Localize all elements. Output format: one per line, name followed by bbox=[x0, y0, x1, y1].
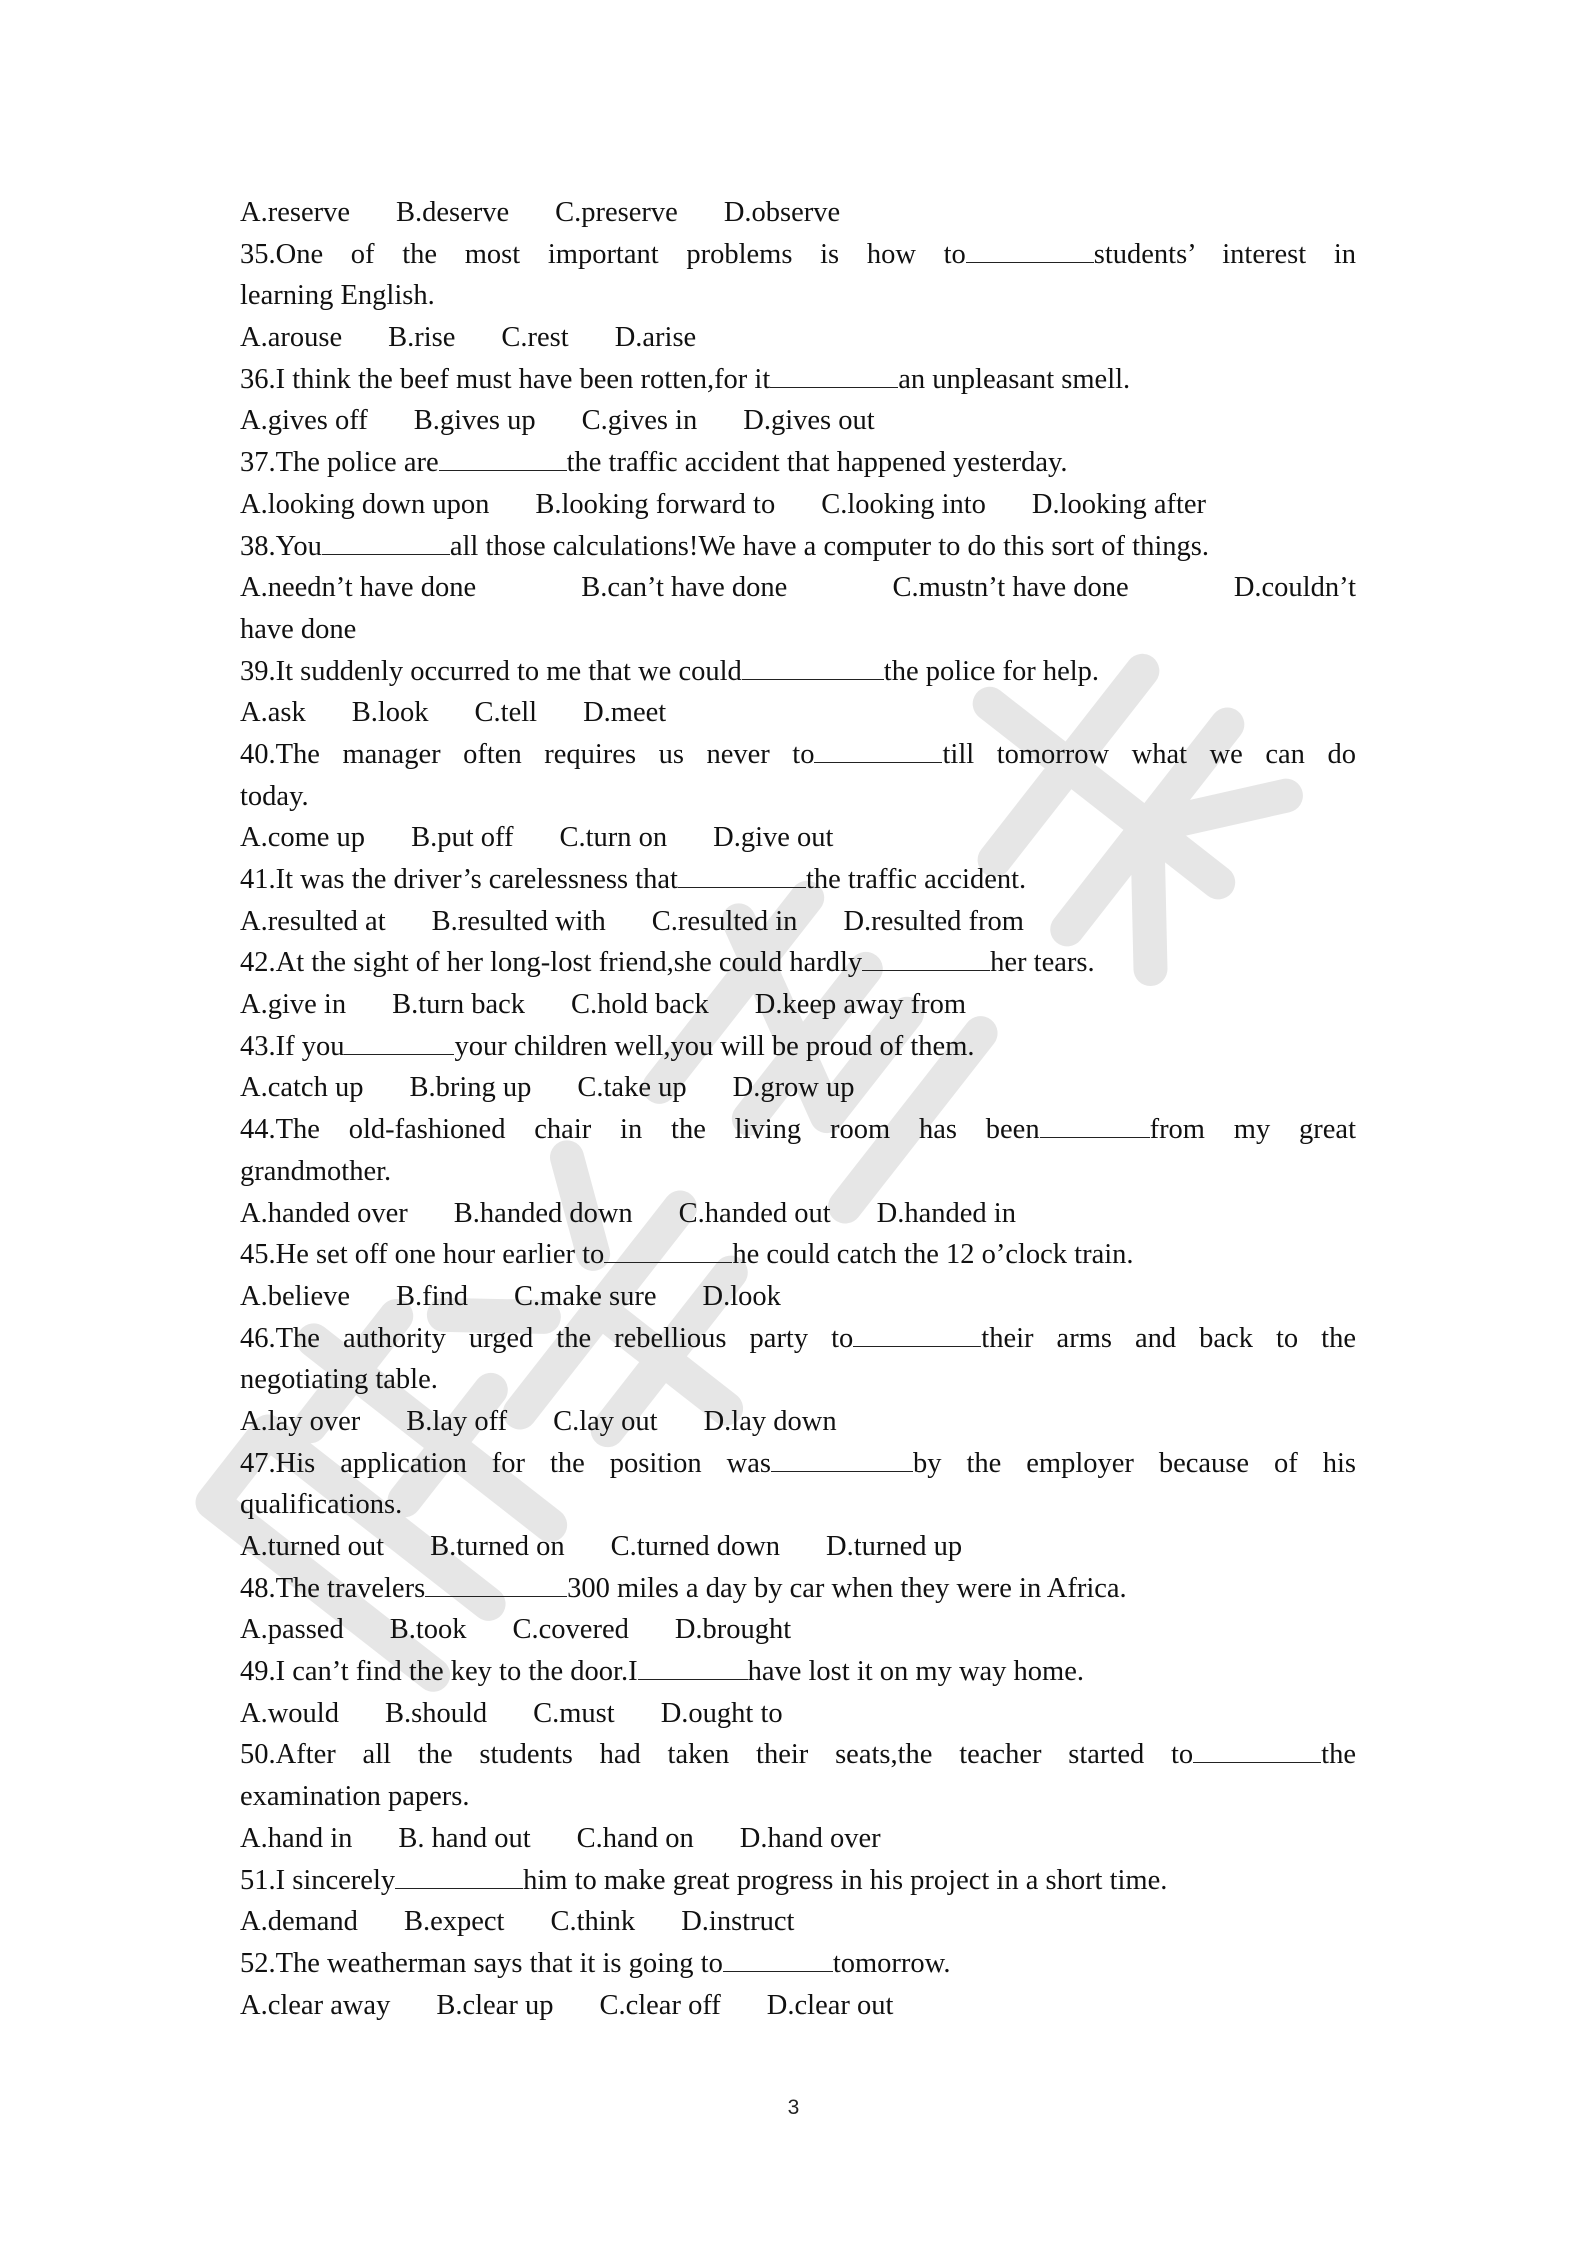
question-text: 44.The old-fashioned chair in the living room has been bbox=[240, 1114, 1040, 1146]
answer-blank bbox=[742, 653, 884, 680]
answer-option: B.turned on bbox=[430, 1531, 565, 1562]
answer-option: A.would bbox=[240, 1697, 339, 1729]
answer-options bbox=[240, 1901, 1356, 1943]
answer-options bbox=[240, 984, 1356, 1026]
answer-option: B.gives up bbox=[413, 405, 536, 437]
question-text: the police for help. bbox=[883, 655, 1100, 687]
answer-option: B.took bbox=[389, 1614, 467, 1646]
answer-option: C.hold back bbox=[571, 989, 709, 1021]
answer-blank bbox=[771, 1445, 913, 1472]
answer-option: D.handed in bbox=[876, 1197, 1016, 1229]
question-stem bbox=[240, 1109, 1356, 1151]
answer-option: B.bring up bbox=[409, 1072, 532, 1104]
answer-option: C.turn on bbox=[559, 822, 668, 854]
question-stem bbox=[240, 1943, 1356, 1985]
answer-option: D.ought to bbox=[660, 1697, 783, 1729]
answer-option: D.instruct bbox=[681, 1906, 795, 1938]
answer-options bbox=[240, 817, 1356, 859]
answer-option: D.brought bbox=[674, 1614, 792, 1646]
answer-option: B.look bbox=[351, 697, 429, 729]
answer-options bbox=[240, 1193, 1356, 1235]
answer-option: D.grow up bbox=[732, 1072, 855, 1104]
question-stem-continued: qualifications. bbox=[240, 1489, 403, 1521]
answer-option: A.handed over bbox=[240, 1197, 408, 1229]
answer-option: D.keep away from bbox=[754, 989, 967, 1021]
answer-option: A.gives off bbox=[240, 405, 368, 437]
answer-option: D.gives out bbox=[743, 405, 875, 437]
answer-option: C.take up bbox=[577, 1072, 687, 1104]
answer-blank bbox=[1040, 1111, 1150, 1138]
answer-option: A.arouse bbox=[240, 322, 343, 354]
answer-options bbox=[240, 484, 1356, 526]
answer-options bbox=[240, 192, 1356, 234]
answer-options bbox=[240, 901, 1356, 943]
answer-option: A.needn’t have done bbox=[240, 572, 477, 604]
question-text: 46.The authority urged the rebellious party to bbox=[240, 1322, 854, 1354]
answer-option: A.ask bbox=[240, 697, 306, 729]
answer-option: C.resulted in bbox=[651, 905, 798, 937]
question-text: till tomorrow what we can do bbox=[942, 738, 1356, 770]
question-text: the bbox=[1321, 1739, 1356, 1771]
answer-option: B.expect bbox=[403, 1906, 505, 1938]
question-text: 37.The police are bbox=[240, 447, 439, 479]
answer-option: D.give out bbox=[713, 822, 834, 854]
answer-blank bbox=[425, 1570, 567, 1597]
question-text: him to make great progress in his project in a short time. bbox=[523, 1864, 1168, 1896]
question-stem-continued: learning English. bbox=[240, 280, 435, 312]
answer-option: B.looking forward to bbox=[535, 488, 776, 520]
answer-option: C.hand on bbox=[576, 1822, 694, 1854]
answer-blank bbox=[966, 236, 1094, 263]
answer-option: B.can’t have done bbox=[581, 572, 788, 604]
answer-options bbox=[240, 317, 1356, 359]
answer-blank bbox=[814, 736, 942, 763]
answer-blank bbox=[322, 528, 450, 555]
answer-option: A.passed bbox=[240, 1614, 344, 1646]
question-text: 42.At the sight of her long-lost friend,she could hardly bbox=[240, 947, 863, 979]
question-stem bbox=[240, 734, 1356, 776]
answer-option: D.resulted from bbox=[843, 905, 1024, 937]
answer-option: A.catch up bbox=[240, 1072, 364, 1104]
question-stem bbox=[240, 359, 1356, 401]
question-text: 49.I can’t find the key to the door.I bbox=[240, 1656, 638, 1688]
answer-option: A.come up bbox=[240, 822, 366, 854]
answer-options bbox=[240, 692, 1356, 734]
answer-option: A.reserve bbox=[240, 197, 350, 228]
answer-option: C.rest bbox=[501, 322, 569, 354]
question-stem bbox=[240, 1234, 1356, 1276]
answer-option: D.couldn’t bbox=[1233, 572, 1356, 604]
question-text: 40.The manager often requires us never to bbox=[240, 738, 815, 770]
question-stem bbox=[240, 526, 1356, 568]
question-text: by the employer because of his bbox=[912, 1447, 1357, 1479]
answer-option: B.should bbox=[384, 1697, 488, 1729]
question-stem bbox=[240, 859, 1356, 901]
question-stem bbox=[240, 651, 1356, 693]
question-text: 35.One of the most important problems is how to bbox=[240, 238, 966, 270]
question-text: he could catch the 12 o’clock train. bbox=[732, 1239, 1134, 1271]
answer-option: B.rise bbox=[388, 322, 456, 354]
answer-option: C.mustn’t have done bbox=[892, 572, 1129, 604]
answer-option: A.give in bbox=[240, 989, 347, 1021]
answer-option: B.clear up bbox=[436, 1989, 554, 2021]
question-stem bbox=[240, 1318, 1356, 1360]
question-text: the traffic accident. bbox=[805, 864, 1027, 895]
answer-option: A.looking down upon bbox=[240, 488, 490, 520]
question-text: the traffic accident that happened yesterday. bbox=[566, 447, 1068, 479]
question-text: from my great bbox=[1149, 1114, 1356, 1146]
answer-blank bbox=[439, 444, 567, 471]
answer-options bbox=[240, 1276, 1356, 1318]
question-stem bbox=[240, 1568, 1356, 1610]
question-text: students’ interest in bbox=[1093, 238, 1356, 270]
answer-option: C.make sure bbox=[514, 1280, 657, 1312]
answer-option: B.find bbox=[396, 1280, 469, 1312]
answer-blank bbox=[770, 361, 898, 388]
answer-option: C.preserve bbox=[555, 197, 678, 228]
answer-option: C.gives in bbox=[581, 405, 698, 437]
question-stem-continued: examination papers. bbox=[240, 1781, 470, 1813]
page-number: 3 bbox=[787, 2096, 800, 2119]
question-text: 39.It suddenly occurred to me that we could bbox=[240, 655, 742, 687]
question-text: their arms and back to the bbox=[981, 1322, 1356, 1354]
answer-options bbox=[240, 567, 1356, 609]
answer-option: D.arise bbox=[614, 322, 697, 354]
answer-option: A.resulted at bbox=[240, 905, 386, 937]
answer-option: A.hand in bbox=[240, 1822, 353, 1854]
question-text: 50.After all the students had taken their seats,the teacher started to bbox=[240, 1739, 1194, 1771]
answer-option: A.demand bbox=[240, 1906, 358, 1938]
answer-blank bbox=[678, 861, 806, 888]
answer-option: C.clear off bbox=[599, 1989, 721, 2021]
answer-options bbox=[240, 1526, 1356, 1568]
answer-blank bbox=[853, 1320, 981, 1347]
question-text: 41.It was the driver’s carelessness that bbox=[240, 864, 678, 895]
answer-option: B.handed down bbox=[453, 1197, 633, 1229]
question-stem bbox=[240, 1651, 1356, 1693]
answer-options bbox=[240, 1818, 1356, 1860]
answer-options bbox=[240, 1985, 1356, 2027]
answer-option-continued: have done bbox=[240, 613, 357, 645]
answer-option: C.covered bbox=[512, 1614, 629, 1646]
answer-option: C.handed out bbox=[678, 1197, 831, 1229]
answer-option: B.deserve bbox=[395, 197, 510, 228]
question-text: 300 miles a day by car when they were in Africa. bbox=[567, 1572, 1127, 1604]
answer-option: A.turned out bbox=[240, 1531, 385, 1562]
question-text: 52.The weatherman says that it is going to bbox=[240, 1947, 723, 1979]
answer-option: D.lay down bbox=[703, 1405, 837, 1437]
question-text: 51.I sincerely bbox=[240, 1864, 396, 1896]
question-text: 43.If you bbox=[240, 1030, 345, 1062]
answer-option: B. hand out bbox=[398, 1822, 531, 1854]
question-text: 47.His application for the position was bbox=[240, 1447, 771, 1479]
question-stem bbox=[240, 234, 1356, 276]
question-text: 48.The travelers bbox=[240, 1572, 426, 1604]
answer-option: D.looking after bbox=[1031, 488, 1207, 520]
answer-option: C.lay out bbox=[553, 1405, 658, 1437]
question-stem bbox=[240, 442, 1356, 484]
answer-option: C.tell bbox=[474, 697, 538, 729]
answer-option: D.hand over bbox=[739, 1822, 881, 1854]
answer-option: C.must bbox=[533, 1697, 615, 1729]
answer-option: B.put off bbox=[411, 822, 514, 854]
question-text: have lost it on my way home. bbox=[747, 1656, 1084, 1688]
answer-options bbox=[240, 400, 1356, 442]
answer-blank bbox=[344, 1028, 454, 1055]
question-stem bbox=[240, 1860, 1356, 1902]
answer-blank bbox=[723, 1945, 833, 1972]
answer-blank bbox=[1193, 1736, 1321, 1763]
question-text: her tears. bbox=[990, 947, 1095, 979]
question-text: 38.You bbox=[240, 530, 322, 562]
answer-option: D.meet bbox=[583, 697, 667, 729]
answer-option: C.turned down bbox=[610, 1531, 781, 1562]
answer-option: C.think bbox=[550, 1906, 636, 1938]
question-text: 36.I think the beef must have been rotten,for it bbox=[240, 363, 771, 395]
question-stem bbox=[240, 1443, 1356, 1485]
answer-option: B.turn back bbox=[392, 989, 526, 1021]
answer-option: C.looking into bbox=[821, 488, 986, 520]
answer-options bbox=[240, 1067, 1356, 1109]
question-stem-continued: negotiating table. bbox=[240, 1364, 438, 1396]
answer-option: D.look bbox=[702, 1280, 781, 1312]
question-text: all those calculations!We have a computer to do this sort of things. bbox=[449, 530, 1209, 562]
answer-option: B.resulted with bbox=[431, 905, 606, 937]
question-text: 45.He set off one hour earlier to bbox=[240, 1239, 605, 1271]
answer-option: D.turned up bbox=[826, 1531, 963, 1562]
answer-options bbox=[240, 1401, 1356, 1443]
answer-blank bbox=[604, 1236, 732, 1263]
question-stem-continued: today. bbox=[240, 780, 309, 812]
answer-option: D.clear out bbox=[766, 1989, 894, 2021]
answer-option: D.observe bbox=[723, 197, 841, 228]
answer-option: A.lay over bbox=[240, 1405, 361, 1437]
question-text: your children well,you will be proud of them. bbox=[454, 1030, 975, 1062]
answer-options bbox=[240, 1693, 1356, 1735]
question-text: an unpleasant smell. bbox=[898, 363, 1131, 395]
answer-options bbox=[240, 1609, 1356, 1651]
answer-blank bbox=[638, 1653, 748, 1680]
question-list bbox=[240, 192, 1356, 2026]
answer-option: A.clear away bbox=[240, 1989, 391, 2021]
question-text: tomorrow. bbox=[832, 1947, 951, 1979]
answer-option: A.believe bbox=[240, 1280, 350, 1312]
question-stem bbox=[240, 1734, 1356, 1776]
question-stem bbox=[240, 1026, 1356, 1068]
question-stem-continued: grandmother. bbox=[240, 1155, 392, 1187]
question-stem bbox=[240, 942, 1356, 984]
answer-option: B.lay off bbox=[406, 1405, 508, 1437]
answer-blank bbox=[862, 944, 990, 971]
answer-blank bbox=[395, 1862, 523, 1889]
